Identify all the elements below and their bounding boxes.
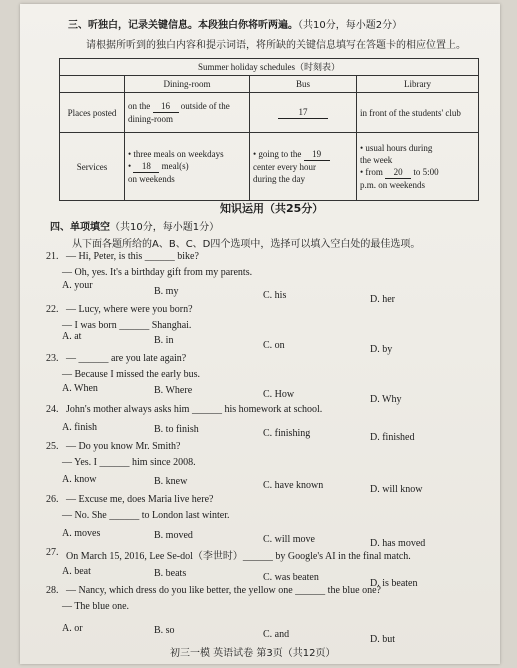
question-number: 28. — [46, 585, 59, 596]
question-line: — Oh, yes. It's a birthday gift from my parents. — [62, 267, 253, 278]
text: p.m. on weekends — [360, 180, 425, 191]
question-line: — No. She ______ to London last winter. — [62, 510, 230, 521]
option-d: D. Why — [370, 394, 402, 405]
option-b: B. my — [154, 286, 179, 297]
option-b: B. beats — [154, 568, 187, 579]
question-line: — Lucy, where were you born? — [66, 304, 193, 315]
option-c: C. was beaten — [263, 572, 319, 583]
option-a: A. know — [62, 474, 97, 485]
section4-instruction: 从下面各题所给的A、B、C、D四个选项中，选择可以填入空白处的最佳选项。 — [72, 239, 421, 250]
header-bus: Bus — [250, 76, 357, 93]
question-number: 21. — [46, 251, 59, 262]
table-corner — [60, 76, 125, 93]
option-b: B. Where — [154, 385, 193, 396]
option-a: A. or — [62, 623, 83, 634]
section3-score: （共10分，每小题2分） — [298, 20, 403, 31]
option-d: D. but — [370, 634, 395, 645]
page-footer: 初三一模 英语试卷 第3页（共12页） — [170, 648, 336, 659]
option-b: B. moved — [154, 530, 193, 541]
cell-places-dining — [125, 93, 250, 133]
text: dining-room — [128, 114, 173, 125]
option-b: B. to finish — [154, 424, 199, 435]
text: the week — [360, 155, 393, 166]
option-c: C. have known — [263, 480, 324, 491]
option-a: A. moves — [62, 528, 101, 539]
option-c: C. finishing — [263, 428, 311, 439]
question-line: — Yes. I ______ him since 2008. — [62, 457, 196, 468]
section4-title-text: 四、单项填空 — [50, 222, 110, 233]
option-d: D. will know — [370, 484, 423, 495]
blank-16: 16 — [153, 100, 179, 113]
question-line: — Do you know Mr. Smith? — [66, 441, 181, 452]
question-line: — Nancy, which dress do you like better, the yellow one ______ the blue one? — [66, 585, 381, 596]
option-b: B. in — [154, 335, 174, 346]
option-c: C. and — [263, 629, 290, 640]
option-d: D. has moved — [370, 538, 426, 549]
option-c: C. How — [263, 389, 295, 400]
text: to 5:00 — [413, 167, 439, 178]
blank-17: 17 — [278, 106, 328, 119]
text: going to the — [258, 149, 302, 160]
option-d: D. by — [370, 344, 393, 355]
cell-services-library: • usual hours during the week • from 20 to 5:00 p.m. on weekends — [357, 133, 479, 201]
question-line: — Hi, Peter, is this ______ bike? — [66, 251, 199, 262]
option-a: A. When — [62, 383, 98, 394]
question-line: — ______ are you late again? — [66, 353, 187, 364]
header-dining: Dining-room — [125, 76, 250, 93]
question-number: 26. — [46, 494, 59, 505]
section4-title — [50, 218, 219, 233]
option-c: C. his — [263, 290, 287, 301]
question-number: 23. — [46, 353, 59, 364]
text: outside of the — [180, 101, 230, 112]
option-d: D. is beaten — [370, 578, 418, 589]
option-d: D. her — [370, 294, 395, 305]
blank-20: 20 — [385, 166, 411, 179]
option-c: C. on — [263, 340, 285, 351]
text: on weekends — [128, 174, 175, 185]
header-library: Library — [357, 76, 479, 93]
cell-places-bus — [250, 93, 357, 133]
option-a: A. finish — [62, 422, 97, 433]
cell-services-bus: • going to the 19 center every hour during the day — [250, 133, 357, 201]
section4-score: （共10分，每小题1分） — [110, 222, 220, 233]
text: from — [365, 167, 383, 178]
blank-18: 18 — [133, 160, 159, 173]
section3-title-text: 三、听独白，记录关键信息。本段独白你将听两遍。 — [68, 20, 298, 31]
option-a: A. your — [62, 280, 93, 291]
option-a: A. beat — [62, 566, 91, 577]
section3-instruction: 请根据所听到的独白内容和提示词语，将所缺的关键信息填写在答题卡的相应位置上。 — [86, 40, 466, 51]
text: on the — [128, 101, 151, 112]
option-a: A. at — [62, 331, 82, 342]
text: center every hour — [253, 162, 316, 173]
question-number: 22. — [46, 304, 59, 315]
question-number: 25. — [46, 441, 59, 452]
cell-services-dining: • three meals on weekdays • 18 meal(s) on weekends — [125, 133, 250, 201]
question-line: — Excuse me, does Maria live here? — [66, 494, 214, 505]
option-c: C. will move — [263, 534, 315, 545]
text: usual hours during — [365, 143, 433, 153]
option-d: D. finished — [370, 432, 415, 443]
option-b: B. knew — [154, 476, 188, 487]
question-line: — I was born ______ Shanghai. — [62, 320, 192, 331]
row-places-label: Places posted — [60, 93, 125, 133]
question-line: John's mother always asks him ______ his homework at school. — [66, 404, 323, 415]
question-line: — Because I missed the early bus. — [62, 369, 201, 380]
cell-places-library: in front of the students' club — [357, 93, 479, 133]
question-line: — The blue one. — [62, 601, 130, 612]
row-services-label: Services — [60, 133, 125, 201]
option-b: B. so — [154, 625, 175, 636]
exam-page — [20, 4, 500, 664]
section3-title — [68, 16, 402, 31]
text: meal(s) — [161, 161, 189, 172]
question-number: 27. — [46, 547, 59, 558]
table-caption: Summer holiday schedules（时刻表） — [60, 59, 479, 76]
question-number: 24. — [46, 404, 59, 415]
question-line: On March 15, 2016, Lee Se-dol（李世时）______ by Google's AI in the final match. — [66, 551, 411, 562]
blank-19: 19 — [304, 148, 330, 161]
text: during the day — [253, 174, 305, 185]
text: three meals on weekdays — [133, 149, 224, 160]
schedule-table — [59, 58, 479, 201]
knowledge-title: 知识运用（共25分） — [220, 202, 324, 215]
